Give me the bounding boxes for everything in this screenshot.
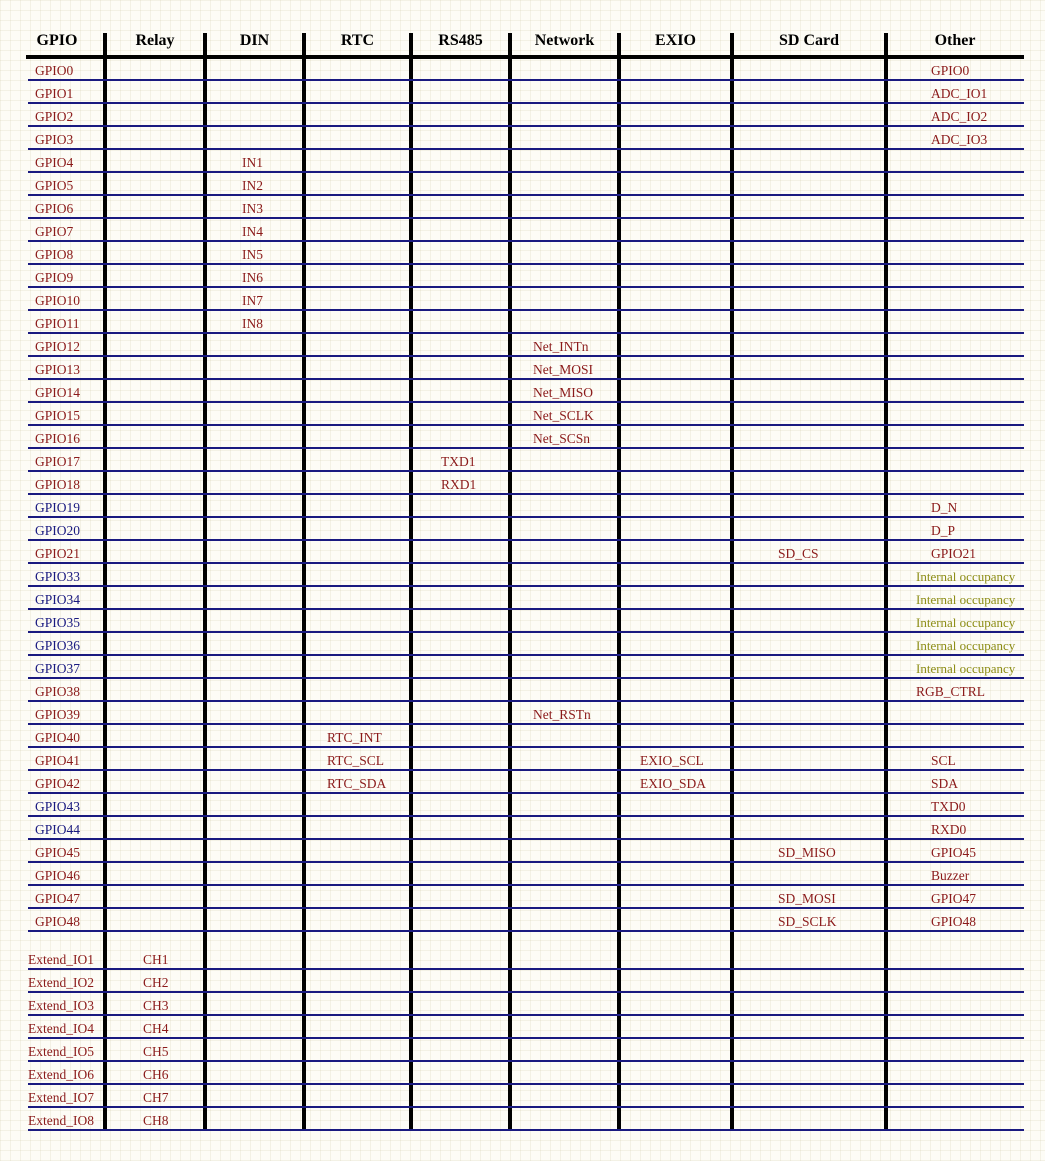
cell-relay-channel: CH3 [143, 998, 169, 1013]
row-line [28, 493, 1024, 495]
row-line [28, 861, 1024, 863]
cell-gpio: GPIO8 [35, 247, 74, 262]
row-line [28, 470, 1024, 472]
column-separator [884, 33, 888, 1131]
cell-relay-channel: CH6 [143, 1067, 169, 1082]
row-line [28, 585, 1024, 587]
column-header-exio: EXIO [655, 32, 696, 49]
row-line [28, 562, 1024, 564]
cell-extend-io: Extend_IO5 [28, 1044, 94, 1059]
cell-other: TXD0 [931, 799, 966, 814]
row-line [28, 263, 1024, 265]
cell-other: RGB_CTRL [916, 684, 986, 699]
cell-gpio: GPIO34 [35, 592, 81, 607]
row-line [28, 424, 1024, 426]
cell-other: ADC_IO2 [931, 109, 988, 124]
cell-gpio: GPIO48 [35, 914, 81, 929]
column-header-other: Other [934, 32, 976, 49]
row-line [28, 700, 1024, 702]
row-line [28, 148, 1024, 150]
row-line [28, 125, 1024, 127]
row-line [28, 930, 1024, 932]
row-line [28, 516, 1024, 518]
cell-gpio: GPIO16 [35, 431, 81, 446]
cell-other: Internal occupancy [916, 638, 1016, 653]
row-line [28, 991, 1024, 993]
cell-other: Internal occupancy [916, 661, 1016, 676]
column-separator [508, 33, 512, 1131]
cell-gpio: GPIO11 [35, 316, 80, 331]
cell-other: D_N [931, 500, 958, 515]
cell-gpio: GPIO18 [35, 477, 81, 492]
row-line [28, 746, 1024, 748]
cell-gpio: GPIO19 [35, 500, 81, 515]
row-line [28, 401, 1024, 403]
cell-extend-io: Extend_IO3 [28, 998, 94, 1013]
cell-gpio: GPIO33 [35, 569, 81, 584]
cell-network: Net_MOSI [533, 362, 593, 377]
cell-other: Buzzer [931, 868, 970, 883]
cell-network: Net_RSTn [533, 707, 591, 722]
cell-sd: SD_CS [778, 546, 819, 561]
column-separator [203, 33, 207, 1131]
cell-rs485: TXD1 [441, 454, 476, 469]
row-line [28, 378, 1024, 380]
cell-extend-io: Extend_IO6 [28, 1067, 94, 1082]
cell-gpio: GPIO42 [35, 776, 81, 791]
cell-relay-channel: CH1 [143, 952, 169, 967]
column-separator [103, 33, 107, 1131]
cell-extend-io: Extend_IO7 [28, 1090, 94, 1105]
column-separator [409, 33, 413, 1131]
cell-network: Net_SCSn [533, 431, 591, 446]
row-line [28, 608, 1024, 610]
cell-other: GPIO48 [931, 914, 977, 929]
cell-gpio: GPIO37 [35, 661, 81, 676]
cell-gpio: GPIO39 [35, 707, 81, 722]
cell-extend-io: Extend_IO2 [28, 975, 94, 990]
cell-gpio: GPIO38 [35, 684, 81, 699]
column-separator [730, 33, 734, 1131]
cell-other: GPIO47 [931, 891, 977, 906]
cell-exio: EXIO_SCL [640, 753, 704, 768]
row-line [28, 332, 1024, 334]
cell-sd: SD_MOSI [778, 891, 836, 906]
cell-gpio: GPIO10 [35, 293, 81, 308]
cell-gpio: GPIO3 [35, 132, 74, 147]
cell-sd: SD_MISO [778, 845, 836, 860]
cell-gpio: GPIO40 [35, 730, 81, 745]
column-separator [617, 33, 621, 1131]
cell-din: IN1 [242, 155, 263, 170]
cell-gpio: GPIO45 [35, 845, 81, 860]
cell-sd: SD_SCLK [778, 914, 837, 929]
cell-relay-channel: CH7 [143, 1090, 169, 1105]
cell-gpio: GPIO21 [35, 546, 81, 561]
row-line [28, 792, 1024, 794]
cell-gpio: GPIO6 [35, 201, 74, 216]
cell-gpio: GPIO12 [35, 339, 81, 354]
row-line [28, 723, 1024, 725]
row-line [28, 1083, 1024, 1085]
header-divider [26, 55, 1024, 59]
column-header-din: DIN [239, 32, 270, 49]
cell-din: IN7 [242, 293, 263, 308]
cell-gpio: GPIO9 [35, 270, 74, 285]
row-line [28, 631, 1024, 633]
cell-din: IN6 [242, 270, 263, 285]
cell-gpio: GPIO1 [35, 86, 74, 101]
cell-gpio: GPIO13 [35, 362, 81, 377]
cell-other: SCL [931, 753, 956, 768]
cell-gpio: GPIO20 [35, 523, 81, 538]
cell-gpio: GPIO15 [35, 408, 81, 423]
column-header-gpio: GPIO [36, 32, 78, 49]
row-line [28, 102, 1024, 104]
cell-other: Internal occupancy [916, 569, 1016, 584]
row-line [28, 240, 1024, 242]
row-line [28, 217, 1024, 219]
column-header-rtc: RTC [340, 32, 375, 49]
cell-other: Internal occupancy [916, 615, 1016, 630]
cell-other: GPIO45 [931, 845, 977, 860]
cell-rtc: RTC_SCL [327, 753, 384, 768]
column-header-relay: Relay [135, 32, 175, 49]
cell-din: IN8 [242, 316, 263, 331]
cell-rtc: RTC_SDA [327, 776, 387, 791]
row-line [28, 194, 1024, 196]
cell-extend-io: Extend_IO1 [28, 952, 94, 967]
cell-network: Net_SCLK [533, 408, 594, 423]
cell-rtc: RTC_INT [327, 730, 382, 745]
cell-gpio: GPIO47 [35, 891, 81, 906]
cell-other: ADC_IO3 [931, 132, 988, 147]
cell-other: GPIO21 [931, 546, 977, 561]
row-line [28, 677, 1024, 679]
cell-extend-io: Extend_IO8 [28, 1113, 94, 1128]
column-header-rs485: RS485 [438, 32, 483, 49]
cell-other: Internal occupancy [916, 592, 1016, 607]
cell-gpio: GPIO0 [35, 63, 74, 78]
cell-relay-channel: CH8 [143, 1113, 169, 1128]
cell-relay-channel: CH4 [143, 1021, 169, 1036]
column-header-sd-card: SD Card [778, 32, 839, 49]
cell-gpio: GPIO35 [35, 615, 81, 630]
row-line [28, 815, 1024, 817]
column-separator [302, 33, 306, 1131]
row-line [28, 539, 1024, 541]
cell-gpio: GPIO17 [35, 454, 81, 469]
cell-gpio: GPIO46 [35, 868, 81, 883]
cell-gpio: GPIO36 [35, 638, 81, 653]
cell-relay-channel: CH2 [143, 975, 169, 990]
cell-other: ADC_IO1 [931, 86, 988, 101]
row-line [28, 654, 1024, 656]
cell-gpio: GPIO14 [35, 385, 81, 400]
cell-gpio: GPIO44 [35, 822, 81, 837]
cell-gpio: GPIO41 [35, 753, 81, 768]
cell-din: IN2 [242, 178, 263, 193]
row-line [28, 907, 1024, 909]
row-line [28, 309, 1024, 311]
cell-exio: EXIO_SDA [640, 776, 706, 791]
row-line [28, 884, 1024, 886]
cell-gpio: GPIO7 [35, 224, 74, 239]
cell-network: Net_MISO [533, 385, 593, 400]
row-line [28, 355, 1024, 357]
row-line [28, 79, 1024, 81]
row-line [28, 1129, 1024, 1131]
cell-din: IN4 [242, 224, 263, 239]
cell-gpio: GPIO43 [35, 799, 81, 814]
column-header-network: Network [534, 32, 595, 49]
cell-gpio: GPIO4 [35, 155, 74, 170]
cell-other: D_P [931, 523, 956, 538]
row-line [28, 968, 1024, 970]
cell-din: IN3 [242, 201, 263, 216]
cell-din: IN5 [242, 247, 263, 262]
row-line [28, 1060, 1024, 1062]
cell-other: RXD0 [931, 822, 967, 837]
cell-rs485: RXD1 [441, 477, 477, 492]
cell-relay-channel: CH5 [143, 1044, 169, 1059]
row-line [28, 1037, 1024, 1039]
row-line [28, 1014, 1024, 1016]
cell-gpio: GPIO5 [35, 178, 74, 193]
cell-other: SDA [931, 776, 959, 791]
row-line [28, 769, 1024, 771]
row-line [28, 1106, 1024, 1108]
row-line [28, 838, 1024, 840]
cell-gpio: GPIO2 [35, 109, 74, 124]
cell-other: GPIO0 [931, 63, 970, 78]
row-line [28, 286, 1024, 288]
cell-extend-io: Extend_IO4 [28, 1021, 94, 1036]
row-line [28, 171, 1024, 173]
cell-network: Net_INTn [533, 339, 589, 354]
row-line [28, 447, 1024, 449]
